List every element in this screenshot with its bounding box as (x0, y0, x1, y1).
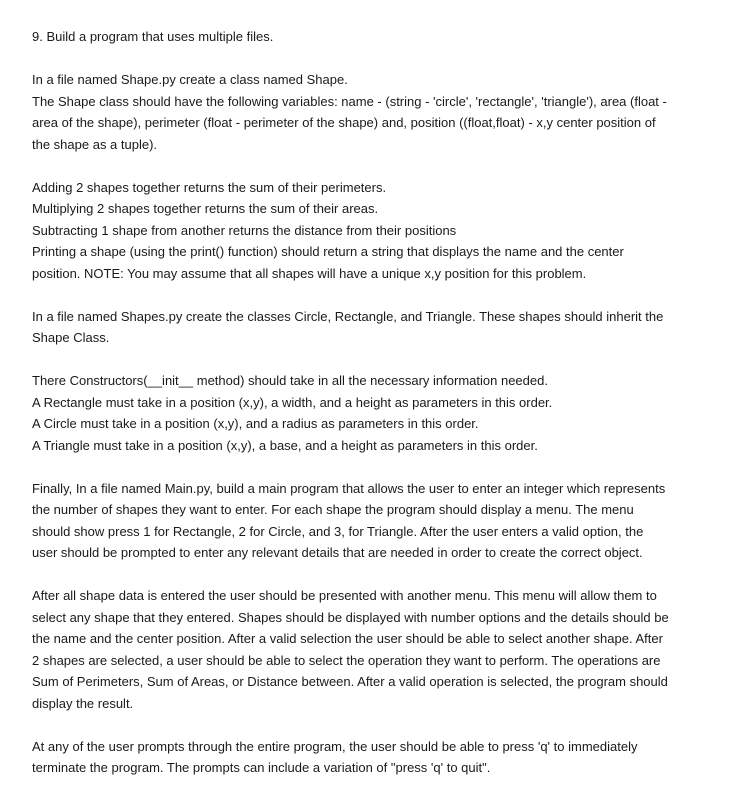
text-line: should show press 1 for Rectangle, 2 for Circle, and 3, for Triangle. After the user enters a valid option, the (32, 523, 644, 539)
paragraph-main-program (32, 478, 702, 564)
text-line: In a file named Shape.py create a class named Shape. (32, 72, 348, 87)
text-line: Multiplying 2 shapes together returns the sum of their areas. (32, 201, 379, 216)
text-line: the name and the center position. After a valid selection the user should be able to select another shape. After (32, 631, 663, 646)
text-line: terminate the program. The prompts can include a variation of "press 'q' to quit". (32, 760, 491, 775)
assignment-document (32, 26, 702, 800)
text-line: position. NOTE: You may assume that all shapes will have a unique x,y position for this problem. (32, 265, 587, 281)
text-line: A Triangle must take in a position (x,y), a base, and a height as parameters in this order. (32, 437, 538, 453)
text-line: area of the shape), perimeter (float - perimeter of the shape) and, position ((float,float) - x,y center position of (32, 115, 656, 130)
paragraph-shape-class (32, 69, 702, 155)
text-line: After all shape data is entered the user should be presented with another menu. This menu will allow them to (32, 588, 657, 603)
text-line: Sum of Perimeters, Sum of Areas, or Distance between. After a valid operation is selected, the program should (32, 674, 668, 689)
text-line: the shape as a tuple). (32, 136, 158, 152)
text-line: A Circle must take in a position (x,y), and a radius as parameters in this order. (32, 416, 479, 431)
paragraph-shapes-file (32, 306, 702, 349)
text-line: the number of shapes they want to enter. For each shape the program should display a menu. The menu (32, 502, 634, 517)
text-line: At any of the user prompts through the entire program, the user should be able to press 'q' to immediately (32, 738, 638, 754)
text-line: The Shape class should have the following variables: name - (string - 'circle', 'rectangle', 'triangle'), area (float - (32, 93, 667, 109)
text-line: There Constructors(__init__ method) should take in all the necessary information needed. (32, 373, 548, 388)
text-line: Subtracting 1 shape from another returns the distance from their positions (32, 222, 457, 238)
text-line: 2 shapes are selected, a user should be able to select the operation they want to perform. The operations are (32, 652, 661, 668)
text-line: select any shape that they entered. Shapes should be displayed with number options and the details should be (32, 609, 669, 625)
text-line: A Rectangle must take in a position (x,y), a width, and a height as parameters in this order. (32, 394, 553, 410)
paragraph-quit (32, 736, 702, 779)
paragraph-selection-menu (32, 585, 702, 714)
paragraph-operators (32, 177, 702, 285)
assignment-title: 9. Build a program that uses multiple files. (32, 29, 274, 44)
text-line: display the result. (32, 695, 134, 711)
text-line: Shape Class. (32, 330, 110, 345)
text-line: Finally, In a file named Main.py, build a main program that allows the user to enter an integer which represents (32, 480, 666, 496)
text-line: Printing a shape (using the print() function) should return a string that displays the name and the center (32, 244, 624, 259)
paragraph-constructors (32, 370, 702, 456)
text-line: In a file named Shapes.py create the classes Circle, Rectangle, and Triangle. These shapes should inherit the (32, 308, 664, 324)
text-line: user should be prompted to enter any relevant details that are needed in order to create the correct object. (32, 545, 643, 560)
text-line: Adding 2 shapes together returns the sum of their perimeters. (32, 179, 387, 195)
